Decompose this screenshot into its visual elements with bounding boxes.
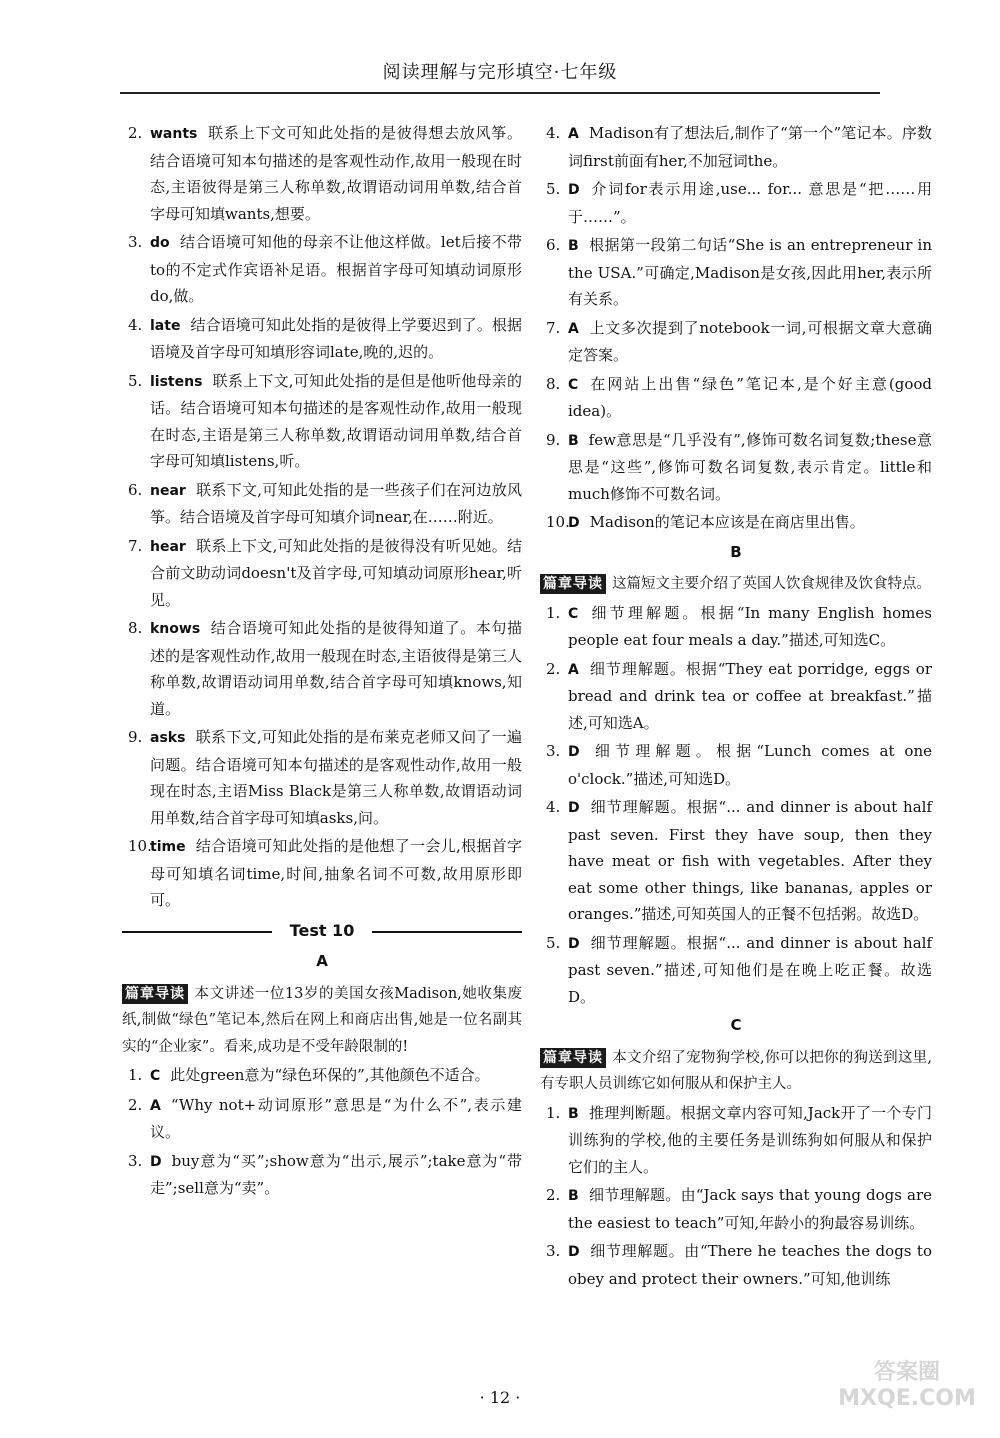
item-explanation: Madison有了想法后,制作了“第一个”笔记本。序数词first前面有her,不加冠词the。 [568, 124, 932, 170]
item-answer: A [150, 1097, 161, 1114]
section-a-guide [122, 981, 522, 1061]
page-number: · 12 · [479, 1388, 521, 1407]
answer-item [540, 738, 932, 792]
right-column [540, 120, 932, 1294]
item-number: 5. [128, 371, 143, 390]
answer-item [540, 371, 932, 425]
answer-item [540, 656, 932, 737]
item-answer: C [150, 1068, 161, 1084]
item-explanation: 上文多次提到了notebook一词,可根据文章大意确定答案。 [568, 318, 932, 364]
item-answer: D [568, 935, 580, 952]
item-explanation: 细节理解题。根据“... and dinner is about half past seven.”描述,可知他们是在晚上吃正餐。故选D。 [568, 933, 932, 1006]
watermark-logo: 答案圈 MXQE.COM [838, 1360, 976, 1411]
item-number: 3. [546, 742, 561, 760]
item-number: 9. [128, 728, 143, 746]
item-number: 2. [128, 1095, 143, 1114]
item-explanation: 细节理解题。根据“Lunch comes at one o'clock.”描述,可知选D。 [568, 742, 932, 788]
item-number: 8. [128, 619, 143, 637]
answer-item [122, 120, 522, 227]
item-explanation: 在网站上出售“绿色”笔记本,是个好主意(good idea)。 [568, 374, 932, 420]
item-number: 8. [546, 374, 561, 393]
answer-item [540, 600, 932, 654]
left-column [122, 120, 522, 1204]
item-number: 1. [546, 1103, 561, 1122]
answer-item [540, 120, 932, 174]
item-number: 2. [546, 1186, 561, 1204]
guide-text: 本文讲述一位13岁的美国女孩Madison,她收集废纸,制做“绿色”笔记本,然后在网上和商店出售,她是一位名副其实的“企业家”。看来,成功是不受年龄限制的! [122, 985, 522, 1055]
answer-item [540, 176, 932, 230]
item-number: 1. [128, 1066, 143, 1084]
answer-item [540, 232, 932, 313]
item-explanation: buy意为“买”;show意为“出示,展示”;take意为“带走”;sell意为“卖”。 [150, 1151, 522, 1197]
item-answer: do [150, 235, 170, 251]
item-explanation: 结合语境可知此处指的是彼得上学要迟到了。根据语境及首字母可知填形容词late,晚的,迟的。 [150, 315, 522, 361]
answer-item [540, 1238, 932, 1292]
item-explanation: 结合语境可知此处指的是他想了一会儿,根据首字母可知填名词time,时间,抽象名词不可数,故用原形即可。 [150, 837, 522, 909]
item-number: 10. [128, 837, 152, 855]
item-answer: asks [150, 730, 186, 746]
item-explanation: 联系下文,可知此处指的是布莱克老师又问了一遍问题。结合语境可知本句描述的是客观性动作,故用一般现在时态,主语Miss Black是第三人称单数,故谓语动词用单数,结合首字母可知填asks,问。 [150, 728, 522, 827]
answer-item [540, 1182, 932, 1236]
guide-text: 本文介绍了宠物狗学校,你可以把你的狗送到这里,有专职人员训练它如何服从和保护主人。 [540, 1049, 932, 1092]
item-explanation: 结合语境可知他的母亲不让他这样做。let后接不带to的不定式作宾语补足语。根据首字母可知填动词原形do,做。 [150, 233, 522, 305]
item-number: 5. [546, 933, 561, 952]
answer-item [122, 312, 522, 366]
guide-tag: 篇章导读 [540, 574, 606, 594]
section-c-letter: C [730, 1016, 742, 1034]
answer-item [540, 315, 932, 369]
item-number: 1. [546, 603, 561, 622]
answer-item [122, 229, 522, 310]
section-b-letter: B [730, 542, 742, 561]
item-answer: D [568, 182, 580, 198]
item-answer: near [150, 482, 186, 499]
item-answer: time [150, 839, 186, 855]
item-answer: D [568, 515, 580, 531]
item-explanation: 联系上下文,可知此处指的是但是他听他母亲的话。结合语境可知本句描述的是客观性动作,故用一般现在时态,主语是第三人称单数,故谓语动词用单数,结合首字母可知填listens,听。 [150, 371, 522, 470]
item-answer: A [568, 126, 579, 142]
item-number: 7. [128, 536, 143, 555]
item-number: 10. [546, 513, 570, 531]
item-explanation: Madison的笔记本应该是在商店里出售。 [589, 513, 865, 531]
item-number: 4. [546, 124, 561, 142]
item-number: 4. [128, 315, 143, 334]
item-explanation: few意思是“几乎没有”,修饰可数名词复数;these意思是“这些”,修饰可数名词复数,表示肯定。little和much修饰不可数名词。 [568, 430, 932, 503]
item-explanation: 介词for表示用途,use... for... 意思是“把……用于……”。 [568, 180, 932, 226]
item-explanation: “Why not+动词原形”意思是“为什么不”,表示建议。 [150, 1095, 522, 1141]
guide-tag: 篇章导读 [122, 984, 188, 1004]
item-answer: wants [150, 126, 198, 142]
answer-item [540, 509, 932, 537]
answer-item [540, 427, 932, 508]
section-b-guide [540, 571, 932, 598]
answer-item [122, 615, 522, 722]
answer-item [122, 368, 522, 475]
item-answer: D [568, 1244, 580, 1260]
guide-text: 这篇短文主要介绍了英国人饮食规律及饮食特点。 [612, 576, 931, 592]
item-answer: A [568, 320, 579, 337]
item-number: 9. [546, 430, 561, 449]
item-answer: B [568, 1105, 579, 1122]
section-c-guide [540, 1045, 932, 1098]
running-header: 阅读理解与完形填空·七年级 [382, 62, 618, 83]
answer-item [122, 533, 522, 614]
answer-item [122, 1148, 522, 1202]
item-answer: B [568, 1188, 579, 1204]
answer-item [122, 477, 522, 531]
item-answer: C [568, 605, 579, 622]
item-answer: knows [150, 621, 201, 637]
answer-item [540, 930, 932, 1011]
item-number: 2. [546, 659, 561, 678]
item-number: 3. [546, 1242, 561, 1260]
item-explanation: 细节理解题。根据“They eat porridge, eggs or bread and drink tea or coffee at breakfast.”描述,可知选A。 [568, 659, 932, 732]
answer-item [540, 794, 932, 928]
item-explanation: 细节理解题。由“There he teaches the dogs to obey and protect their owners.”可知,他训练 [568, 1242, 932, 1288]
item-explanation: 推理判断题。根据文章内容可知,Jack开了一个专门训练狗的学校,他的主要任务是训练狗如何服从和保护它们的主人。 [568, 1103, 932, 1176]
answer-item [122, 1062, 522, 1090]
answer-item [122, 833, 522, 914]
item-number: 2. [128, 124, 143, 142]
item-number: 4. [546, 798, 561, 816]
item-explanation: 联系上下文可知此处指的是彼得想去放风筝。结合语境可知本句描述的是客观性动作,故用一般现在时态,主语彼得是第三人称单数,故谓语动词用单数,结合首字母可知填wants,想要。 [150, 124, 522, 223]
item-number: 6. [546, 236, 561, 254]
item-answer: listens [150, 373, 203, 390]
item-answer: B [568, 432, 579, 449]
item-explanation: 联系上下文,可知此处指的是彼得没有听见她。结合前文助动词doesn't及首字母,可知填动词原形hear,听见。 [150, 536, 522, 609]
answer-item [540, 1100, 932, 1181]
item-answer: hear [150, 538, 186, 555]
item-answer: A [568, 661, 579, 678]
item-explanation: 联系下文,可知此处指的是一些孩子们在河边放风筝。结合语境及首字母可知填介词near,在……附近。 [150, 480, 522, 526]
item-explanation: 此处green意为“绿色环保的”,其他颜色不适合。 [170, 1066, 490, 1084]
item-answer: D [568, 744, 580, 760]
test-title: Test 10 [122, 918, 522, 945]
answer-item [122, 724, 522, 831]
item-number: 7. [546, 318, 561, 337]
item-number: 3. [128, 1151, 143, 1170]
item-explanation: 根据第一段第二句话“She is an entrepreneur in the USA.”可确定,Madison是女孩,因此用her,表示所有关系。 [568, 236, 932, 308]
item-answer: B [568, 238, 579, 254]
item-number: 6. [128, 480, 143, 499]
item-answer: late [150, 317, 181, 334]
item-explanation: 细节理解题。根据“... and dinner is about half past seven. First they have soup, then they have meat or fish with vegetables. After they eat some other things, like bananas, apples or oranges.”描述,可知英国人的正餐不包括粥。故选D。 [568, 798, 932, 923]
item-explanation: 细节理解题。根据“In many English homes people eat four meals a day.”描述,可知选C。 [568, 603, 932, 649]
item-explanation: 细节理解题。由“Jack says that young dogs are the easiest to teach”可知,年龄小的狗最容易训练。 [568, 1186, 932, 1232]
guide-tag: 篇章导读 [540, 1048, 606, 1068]
item-number: 3. [128, 233, 143, 251]
item-answer: D [150, 1153, 162, 1170]
item-answer: D [568, 800, 580, 816]
item-number: 5. [546, 180, 561, 198]
item-explanation: 结合语境可知此处指的是彼得知道了。本句描述的是客观性动作,故用一般现在时态,主语彼得是第三人称单数,故谓语动词用单数,结合首字母可知填knows,知道。 [150, 619, 522, 718]
answer-item [122, 1092, 522, 1146]
section-a-letter: A [316, 952, 328, 970]
header-rule [120, 92, 880, 94]
item-answer: C [568, 376, 579, 393]
